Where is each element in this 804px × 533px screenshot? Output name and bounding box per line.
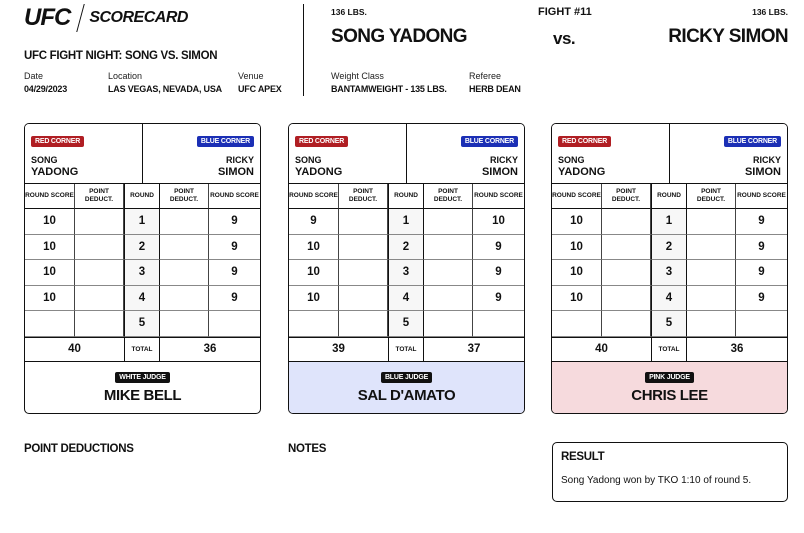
blue-fighter-last: SIMON — [481, 166, 518, 178]
venue-value: UFC APEX — [238, 84, 282, 94]
judge-section — [289, 362, 524, 415]
red-fighter-last: YADONG — [295, 166, 343, 178]
red-corner-badge: RED CORNER — [31, 136, 84, 147]
blue-round-score: 9 — [736, 209, 787, 235]
location-label: Location — [108, 71, 143, 81]
header-divider — [303, 4, 304, 96]
blue-total: 36 — [730, 343, 744, 355]
vs-label: vs. — [553, 29, 576, 48]
judge-section — [552, 362, 787, 415]
red-fighter-last: YADONG — [31, 166, 79, 178]
scorecard-3 — [551, 123, 788, 414]
fight-number: FIGHT #11 — [538, 6, 592, 18]
blue-round-score: 10 — [473, 209, 524, 235]
judge-badge: BLUE JUDGE — [381, 372, 432, 383]
round-number: 2 — [124, 235, 160, 261]
red-round-score: 10 — [552, 209, 602, 235]
score-grid — [552, 184, 787, 337]
red-corner-badge: RED CORNER — [295, 136, 348, 147]
red-round-score: 9 — [289, 209, 339, 235]
blue-fighter-last: SIMON — [744, 166, 781, 178]
blue-round-score: 9 — [736, 260, 787, 286]
red-fighter-name: SONG YADONG — [331, 26, 467, 47]
scorecard-2 — [288, 123, 525, 414]
blue-point-deduct — [687, 311, 736, 337]
red-point-deduct — [602, 209, 651, 235]
red-round-score: 10 — [25, 235, 75, 261]
judge-badge: WHITE JUDGE — [115, 372, 169, 383]
blue-fighter-first: RICKY — [225, 155, 254, 165]
red-round-score: 10 — [552, 286, 602, 312]
blue-point-deduct — [424, 311, 473, 337]
scorecard-1 — [24, 123, 261, 414]
blue-point-deduct — [687, 286, 736, 312]
round-header: ROUND — [388, 184, 424, 209]
round-header: ROUND — [651, 184, 687, 209]
blue-round-score-header: ROUND SCORE — [736, 184, 787, 209]
judge-section — [25, 362, 260, 415]
blue-point-deduct — [160, 260, 209, 286]
red-fighter-first: SONG — [295, 155, 322, 165]
red-fighter-first: SONG — [31, 155, 58, 165]
blue-point-deduct — [424, 235, 473, 261]
red-round-score: 10 — [25, 260, 75, 286]
total-row — [25, 337, 260, 362]
red-round-score-header: ROUND SCORE — [289, 184, 339, 209]
blue-corner-badge: BLUE CORNER — [197, 136, 254, 147]
blue-point-deduct — [424, 260, 473, 286]
red-point-deduct — [339, 260, 388, 286]
red-fighter-last: YADONG — [558, 166, 606, 178]
red-fighter-first: SONG — [558, 155, 585, 165]
blue-total: 37 — [467, 343, 481, 355]
referee-label: Referee — [469, 71, 502, 81]
red-total: 40 — [68, 343, 81, 355]
red-corner-badge: RED CORNER — [558, 136, 611, 147]
judge-badge: PINK JUDGE — [645, 372, 694, 383]
ufc-logo — [24, 4, 188, 32]
date-value: 04/29/2023 — [24, 84, 68, 94]
logo-brand: UFC — [24, 4, 71, 31]
red-point-deduct — [339, 235, 388, 261]
total-label: TOTAL — [388, 338, 424, 361]
blue-point-deduct-header: POINT DEDUCT. — [160, 184, 209, 209]
red-point-deduct — [339, 311, 388, 337]
blue-point-deduct-header: POINT DEDUCT. — [424, 184, 473, 209]
notes-title: NOTES — [288, 443, 327, 455]
red-point-deduct — [75, 286, 124, 312]
referee-value: HERB DEAN — [469, 84, 521, 94]
logo-title: SCORECARD — [89, 9, 188, 26]
round-number: 3 — [651, 260, 687, 286]
blue-round-score: 9 — [736, 235, 787, 261]
round-number: 4 — [124, 286, 160, 312]
blue-round-score: 9 — [473, 286, 524, 312]
blue-point-deduct-header: POINT DEDUCT. — [687, 184, 736, 209]
red-corner — [552, 124, 669, 183]
round-number: 2 — [651, 235, 687, 261]
red-round-score: 10 — [25, 286, 75, 312]
round-header: ROUND — [124, 184, 160, 209]
red-round-score — [25, 311, 75, 337]
red-round-score: 10 — [289, 235, 339, 261]
red-point-deduct — [75, 311, 124, 337]
round-number: 1 — [651, 209, 687, 235]
event-name: UFC FIGHT NIGHT: SONG VS. SIMON — [24, 50, 218, 62]
blue-round-score-header: ROUND SCORE — [473, 184, 524, 209]
blue-round-score — [209, 311, 260, 337]
red-point-deduct — [339, 209, 388, 235]
blue-round-score — [473, 311, 524, 337]
round-number: 5 — [651, 311, 687, 337]
logo-divider — [77, 4, 86, 32]
round-number: 3 — [124, 260, 160, 286]
score-grid — [25, 184, 260, 337]
blue-corner-badge: BLUE CORNER — [724, 136, 781, 147]
blue-fighter-weight: 136 LBS. — [752, 7, 788, 17]
red-point-deduct — [602, 235, 651, 261]
blue-fighter-first: RICKY — [752, 155, 781, 165]
blue-point-deduct — [160, 311, 209, 337]
blue-point-deduct — [160, 209, 209, 235]
card-header — [25, 124, 260, 184]
date-label: Date — [24, 71, 44, 81]
weight-class-label: Weight Class — [331, 71, 384, 81]
red-round-score-header: ROUND SCORE — [552, 184, 602, 209]
red-round-score: 10 — [289, 260, 339, 286]
blue-point-deduct — [424, 209, 473, 235]
blue-corner — [406, 124, 524, 183]
blue-round-score: 9 — [209, 260, 260, 286]
judge-name: MIKE BELL — [103, 387, 182, 404]
card-header — [552, 124, 787, 184]
red-point-deduct — [339, 286, 388, 312]
blue-point-deduct — [687, 209, 736, 235]
red-round-score-header: ROUND SCORE — [25, 184, 75, 209]
blue-round-score: 9 — [473, 235, 524, 261]
card-header — [289, 124, 524, 184]
blue-point-deduct — [160, 235, 209, 261]
blue-point-deduct — [160, 286, 209, 312]
blue-corner-badge: BLUE CORNER — [461, 136, 518, 147]
blue-round-score-header: ROUND SCORE — [209, 184, 260, 209]
red-round-score: 10 — [552, 260, 602, 286]
blue-total: 36 — [203, 343, 217, 355]
red-point-deduct — [75, 235, 124, 261]
blue-round-score: 9 — [473, 260, 524, 286]
blue-fighter-last: SIMON — [217, 166, 254, 178]
round-number: 1 — [124, 209, 160, 235]
red-fighter-weight: 136 LBS. — [331, 7, 367, 17]
red-total: 39 — [332, 343, 345, 355]
location-value: LAS VEGAS, NEVADA, USA — [108, 84, 222, 94]
round-number: 5 — [388, 311, 424, 337]
round-number: 2 — [388, 235, 424, 261]
red-point-deduct — [602, 260, 651, 286]
red-round-score — [552, 311, 602, 337]
red-point-deduct-header: POINT DEDUCT. — [75, 184, 124, 209]
red-point-deduct-header: POINT DEDUCT. — [339, 184, 388, 209]
red-point-deduct — [75, 209, 124, 235]
judge-name: CHRIS LEE — [631, 387, 708, 404]
blue-round-score — [736, 311, 787, 337]
round-number: 4 — [651, 286, 687, 312]
total-label: TOTAL — [651, 338, 687, 361]
point-deductions-title: POINT DEDUCTIONS — [24, 443, 134, 455]
total-label: TOTAL — [124, 338, 160, 361]
blue-round-score: 9 — [209, 286, 260, 312]
result-box — [552, 442, 788, 502]
blue-fighter-first: RICKY — [489, 155, 518, 165]
blue-round-score: 9 — [209, 209, 260, 235]
blue-point-deduct — [424, 286, 473, 312]
blue-round-score: 9 — [736, 286, 787, 312]
blue-point-deduct — [687, 260, 736, 286]
score-grid — [289, 184, 524, 337]
red-corner — [289, 124, 406, 183]
result-title: RESULT — [561, 451, 605, 463]
blue-fighter-name: RICKY SIMON — [668, 26, 788, 47]
blue-corner — [669, 124, 787, 183]
total-row — [289, 337, 524, 362]
red-round-score: 10 — [552, 235, 602, 261]
red-round-score: 10 — [289, 286, 339, 312]
red-point-deduct-header: POINT DEDUCT. — [602, 184, 651, 209]
round-number: 5 — [124, 311, 160, 337]
blue-corner — [142, 124, 260, 183]
red-round-score — [289, 311, 339, 337]
red-corner — [25, 124, 142, 183]
red-point-deduct — [75, 260, 124, 286]
venue-label: Venue — [238, 71, 264, 81]
round-number: 4 — [388, 286, 424, 312]
blue-point-deduct — [687, 235, 736, 261]
red-point-deduct — [602, 311, 651, 337]
weight-class-value: BANTAMWEIGHT - 135 LBS. — [331, 84, 447, 94]
judge-name: SAL D'AMATO — [357, 387, 456, 404]
result-text: Song Yadong won by TKO 1:10 of round 5. — [561, 475, 752, 486]
round-number: 3 — [388, 260, 424, 286]
round-number: 1 — [388, 209, 424, 235]
red-total: 40 — [595, 343, 608, 355]
blue-round-score: 9 — [209, 235, 260, 261]
total-row — [552, 337, 787, 362]
red-point-deduct — [602, 286, 651, 312]
red-round-score: 10 — [25, 209, 75, 235]
